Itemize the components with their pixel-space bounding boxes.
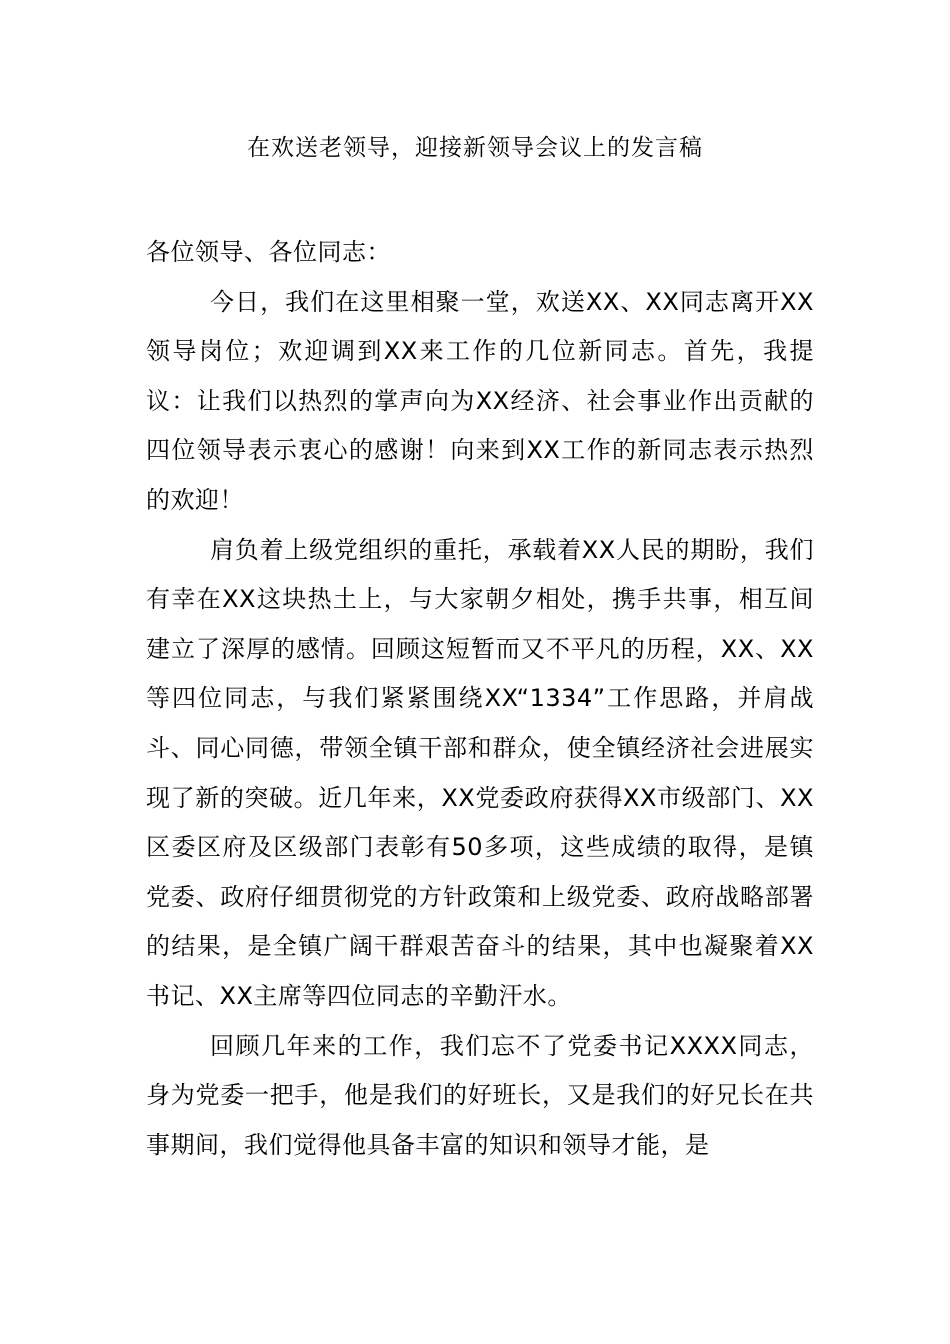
paragraph-1: 今日，我们在这里相聚一堂，欢送XX、XX同志离开XX领导岗位；欢迎调到XX来工作的几位新同志。首先，我提议：让我们以热烈的掌声向为XX经济、社会事业作出贡献的四位领导表示衷心的感谢！向来到XX工作的新同志表示热烈的欢迎！ (146, 287, 814, 514)
paragraph-3: 回顾几年来的工作，我们忘不了党委书记XXXX同志，身为党委一把手，他是我们的好班长，又是我们的好兄长在共事期间，我们觉得他具备丰富的知识和领导才能，是 (146, 1031, 814, 1159)
salutation: 各位领导、各位同志： (146, 238, 391, 266)
document-body (146, 228, 814, 1170)
paragraph-2: 肩负着上级党组织的重托，承载着XX人民的期盼，我们有幸在XX这块热土上，与大家朝夕相处，携手共事，相互间建立了深厚的感情。回顾这短暂而又不平凡的历程，XX、XX等四位同志，与我们紧紧围绕XX“1334”工作思路，并肩战斗、同心同德，带领全镇干部和群众，使全镇经济社会进展实现了新的突破。近几年来，XX党委政府获得XX市级部门、XX区委区府及区级部门表彰有50多项，这些成绩的取得，是镇党委、政府仔细贯彻党的方针政策和上级党委、政府战略部署的结果，是全镇广阔干群艰苦奋斗的结果，其中也凝聚着XX书记、XX主席等四位同志的辛勤汗水。 (146, 535, 814, 1010)
document-title: 在欢送老领导，迎接新领导会议上的发言稿 (247, 135, 703, 161)
